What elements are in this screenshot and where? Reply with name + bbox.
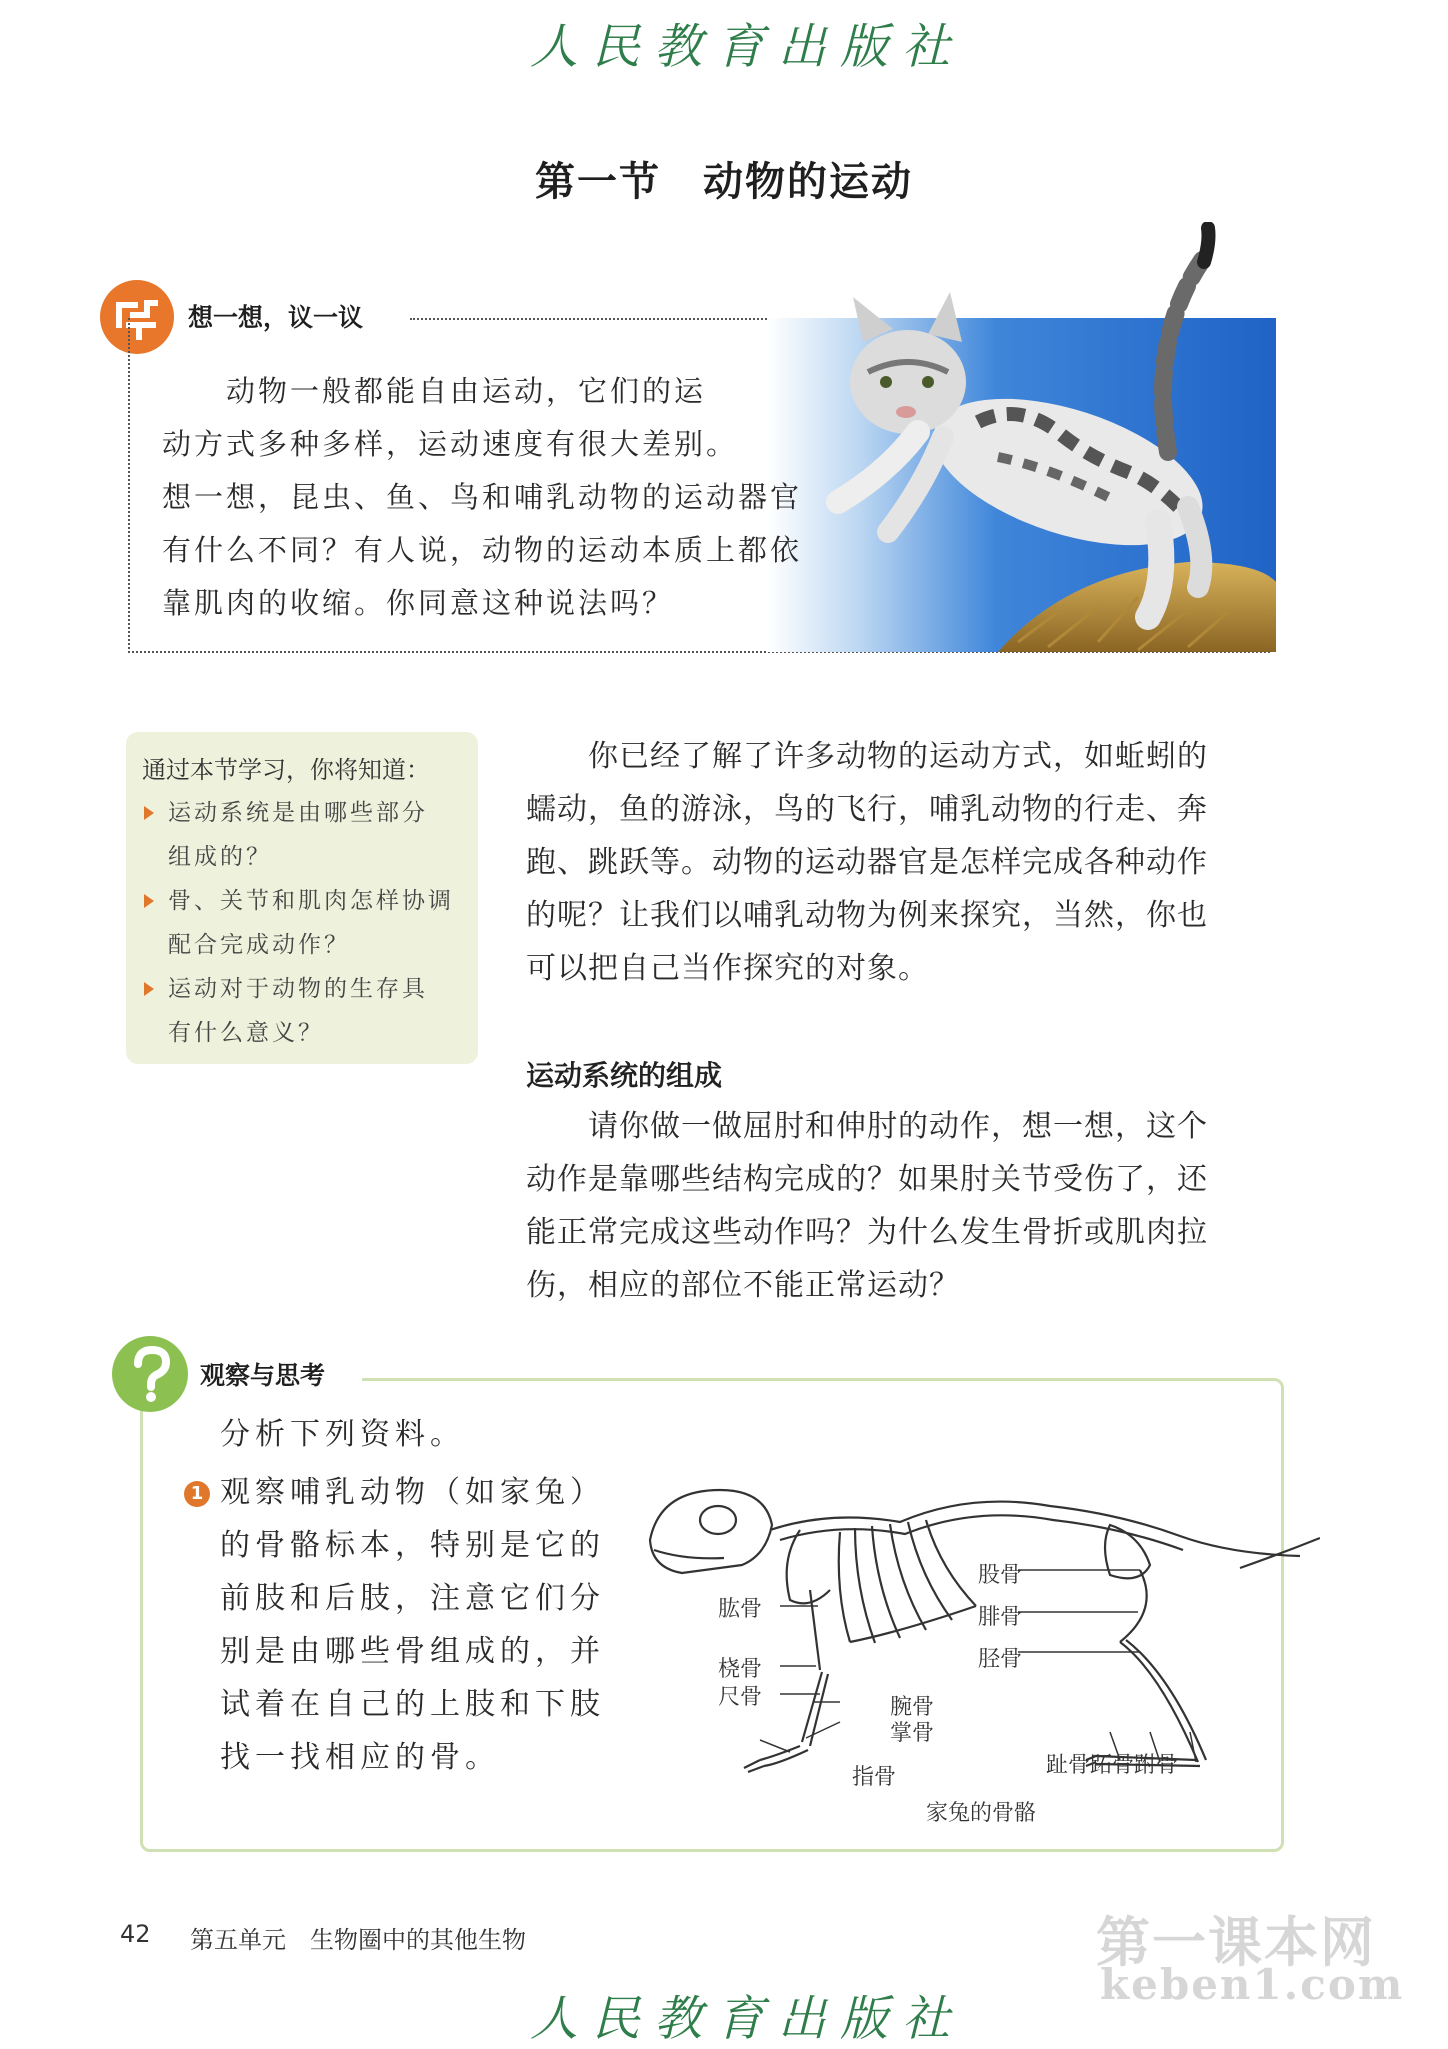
observe-line: 别是由哪些骨组成的，并 — [220, 1634, 605, 1669]
watermark-en: keben1.com — [1100, 1960, 1405, 2009]
publisher-logo-top: 人民教育出版社 — [530, 19, 965, 75]
label-phalanges: 指骨 — [852, 1765, 897, 1790]
goal-line: 组成的？ — [168, 844, 272, 870]
observe-line: 前肢和后肢，注意它们分 — [220, 1581, 605, 1616]
observe-intro: 分析下列资料。 — [220, 1417, 465, 1452]
learning-goal-item — [142, 967, 464, 1055]
think-line: 想一想，昆虫、鱼、鸟和哺乳动物的运动器官 — [162, 480, 803, 514]
goal-line: 配合完成动作？ — [168, 932, 350, 958]
observe-heading: 观察与思考 — [200, 1361, 326, 1390]
publisher-logo-bottom: 人民教育出版社 — [530, 1991, 965, 2047]
label-carpal: 腕骨 — [890, 1695, 935, 1720]
subsection-line: 动作是靠哪些结构完成的？如果肘关节受伤了，还 — [526, 1162, 1208, 1197]
page-number: 42 — [120, 1920, 151, 1948]
goal-line: 运动对于动物的生存具 — [168, 976, 428, 1002]
goal-line: 骨、关节和肌肉怎样协调 — [168, 888, 454, 914]
skeleton-leader-lines — [640, 1470, 1320, 1800]
think-discuss-text — [162, 365, 882, 630]
think-line: 动物一般都能自由运动，它们的运 — [162, 374, 707, 408]
question-icon — [110, 1334, 190, 1414]
subsection-heading: 运动系统的组成 — [526, 1059, 723, 1092]
observe-line: 的骨骼标本，特别是它的 — [220, 1528, 605, 1563]
learning-goal-item — [142, 879, 464, 967]
observe-line: 找一找相应的骨。 — [220, 1740, 500, 1775]
think-line: 动方式多种多样，运动速度有很大差别。 — [162, 427, 739, 461]
intro-paragraph — [526, 730, 1282, 995]
watermark-cn: 第一课本网 — [1096, 1911, 1376, 1974]
observe-line: 试着在自己的上肢和下肢 — [220, 1687, 605, 1722]
think-line: 靠肌肉的收缩。你同意这种说法吗？ — [162, 586, 675, 620]
learning-goals-box — [126, 732, 478, 1064]
observe-line: 观察哺乳动物（如家兔） — [220, 1475, 605, 1510]
intro-line: 的呢？让我们以哺乳动物为例来探究，当然，你也 — [526, 898, 1208, 933]
subsection-line: 请你做一做屈肘和伸肘的动作，想一想，这个 — [526, 1109, 1208, 1144]
unit-title: 第五单元 生物圈中的其他生物 — [190, 1926, 526, 1954]
label-radius: 桡骨 — [718, 1657, 763, 1682]
section-title: 第一节 动物的运动 — [535, 159, 913, 205]
label-toe-metatarsal-tarsal: 趾骨跖骨跗骨 — [1046, 1753, 1179, 1778]
label-tibia: 胫骨 — [978, 1647, 1023, 1672]
goal-line: 有什么意义？ — [168, 1020, 324, 1046]
intro-line: 可以把自己当作探究的对象。 — [526, 951, 929, 986]
label-femur: 股骨 — [978, 1563, 1023, 1588]
skeleton-caption: 家兔的骨骼 — [926, 1801, 1037, 1826]
subsection-line: 能正常完成这些动作吗？为什么发生骨折或肌肉拉 — [526, 1215, 1208, 1250]
subsection-paragraph — [526, 1100, 1282, 1312]
intro-line: 跑、跳跃等。动物的运动器官是怎样完成各种动作 — [526, 845, 1208, 880]
subsection-line: 伤，相应的部位不能正常运动？ — [526, 1268, 960, 1303]
label-humerus: 肱骨 — [718, 1597, 763, 1622]
learning-goals-heading: 通过本节学习，你将知道： — [142, 756, 430, 784]
item-number-badge: 1 — [184, 1481, 210, 1507]
intro-line: 蠕动，鱼的游泳，鸟的飞行，哺乳动物的行走、奔 — [526, 792, 1208, 827]
observe-item-text — [220, 1466, 610, 1784]
goal-line: 运动系统是由哪些部分 — [168, 800, 428, 826]
intro-line: 你已经了解了许多动物的运动方式，如蚯蚓的 — [526, 739, 1208, 774]
label-fibula: 腓骨 — [978, 1605, 1023, 1630]
learning-goal-item — [142, 791, 464, 879]
label-metacarpal: 掌骨 — [890, 1721, 935, 1746]
think-discuss-heading: 想一想，议一议 — [188, 303, 364, 332]
label-ulna: 尺骨 — [718, 1685, 763, 1710]
think-line: 有什么不同？有人说，动物的运动本质上都依 — [162, 533, 803, 567]
